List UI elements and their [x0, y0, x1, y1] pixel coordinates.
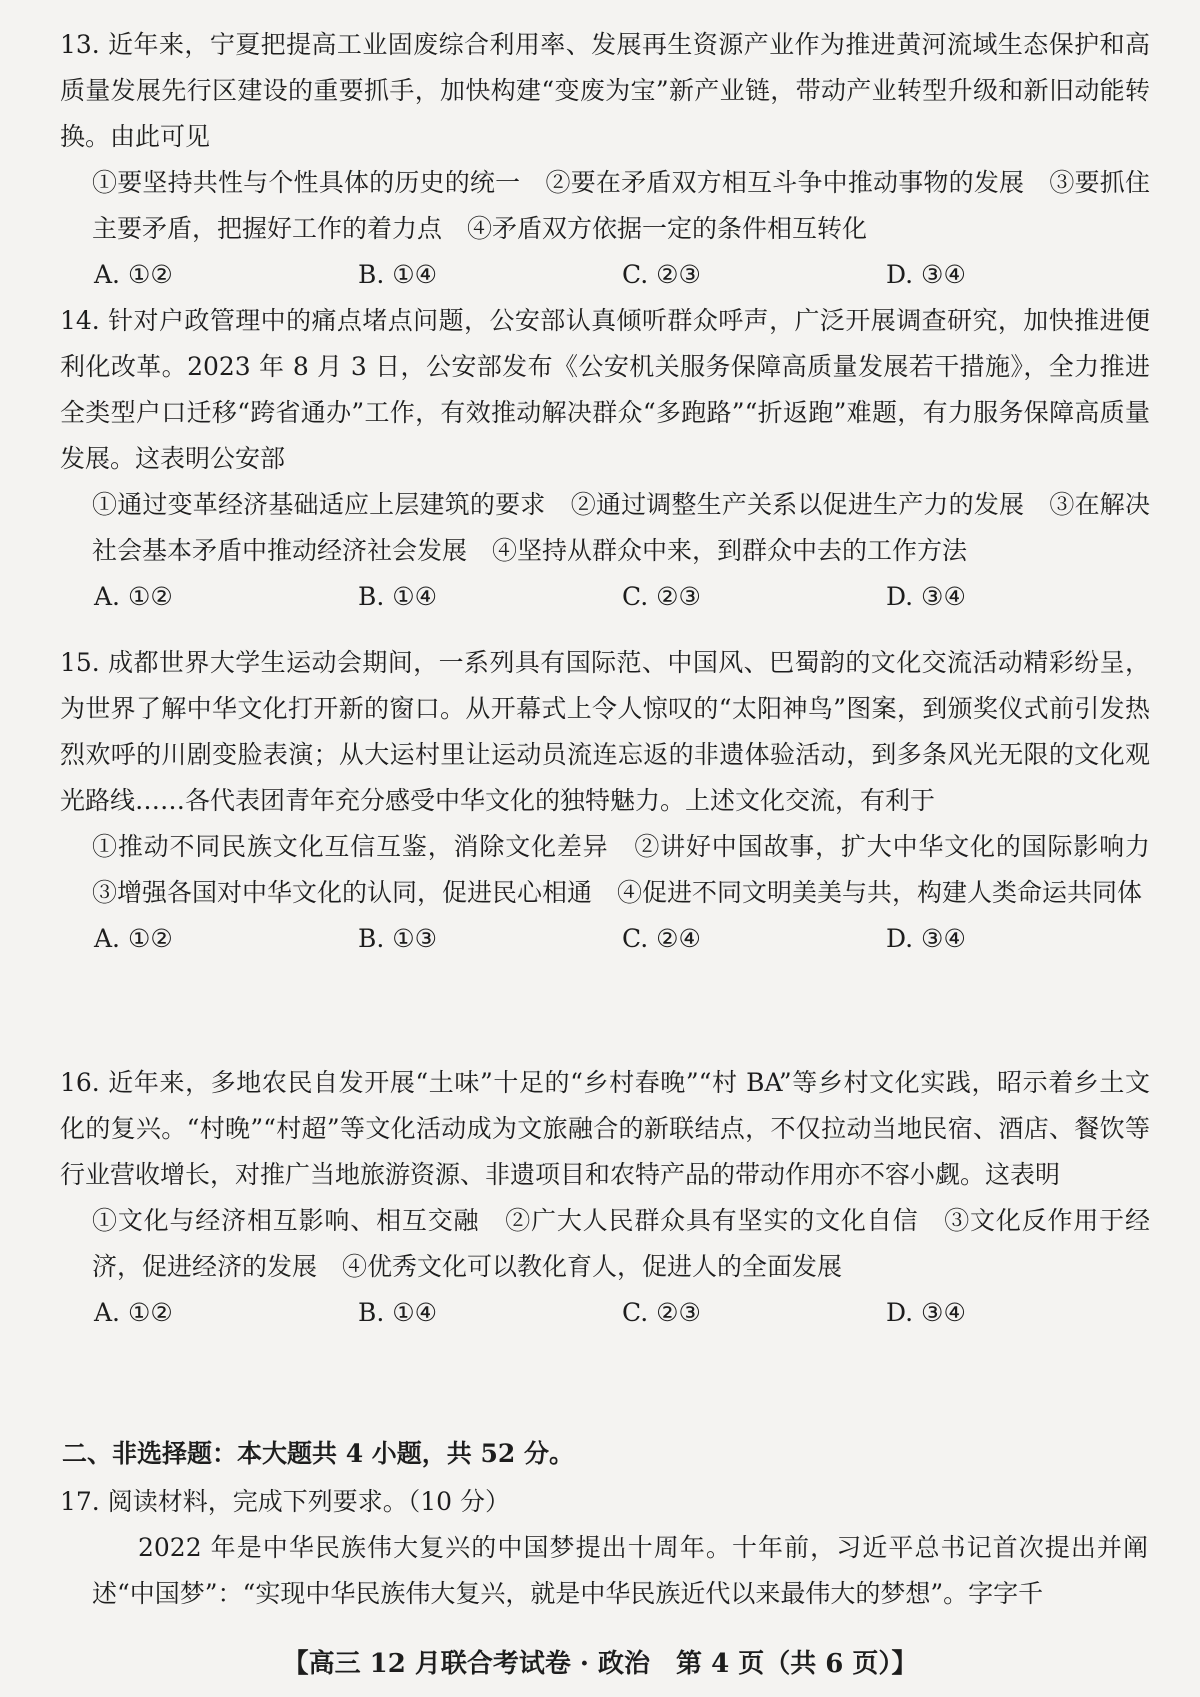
question-17-heading: 17. 阅读材料，完成下列要求。（10 分） — [60, 1487, 510, 1516]
question-statements: ①通过变革经济基础适应上层建筑的要求 ②通过调整生产关系以促进生产力的发展 ③在解决社会基本矛盾中推动经济社会发展 ④坚持从群众中来，到群众中去的工作方法 — [92, 490, 1150, 565]
option-c: C. ②③ — [622, 260, 701, 289]
option-b: B. ①④ — [358, 1298, 438, 1327]
option-a: A. ①② — [94, 1298, 173, 1327]
answer-options — [60, 252, 1150, 298]
option-a: A. ①② — [94, 924, 173, 953]
option-d: D. ③④ — [886, 260, 966, 289]
question-15 — [60, 640, 1176, 962]
option-d: D. ③④ — [886, 924, 966, 953]
answer-options — [60, 1290, 1150, 1336]
question-stem: 14. 针对户政管理中的痛点堵点问题，公安部认真倾听群众呼声，广泛开展调查研究，加快推进便利化改革。2023 年 8 月 3 日，公安部发布《公安机关服务保障高质量发展若干措施》，全力推进全类型户口迁移“跨省通办”工作，有效推动解决群众“多跑路”“折返跑”难题，有力服务保障高质量发展。这表明公安部 — [60, 306, 1150, 473]
option-b: B. ①④ — [358, 260, 438, 289]
option-d: D. ③④ — [886, 1298, 966, 1327]
question-14 — [60, 298, 1150, 620]
question-16 — [60, 1060, 1150, 1336]
option-c: C. ②③ — [622, 582, 701, 611]
option-b: B. ①④ — [358, 582, 438, 611]
option-d: D. ③④ — [886, 582, 966, 611]
answer-options — [60, 916, 1150, 962]
option-b: B. ①③ — [358, 924, 438, 953]
section-title: 二、非选择题：本大题共 4 小题，共 52 分。 — [62, 1439, 575, 1468]
option-a: A. ①② — [94, 260, 173, 289]
question-statements: ①文化与经济相互影响、相互交融 ②广大人民群众具有坚实的文化自信 ③文化反作用于经济，促进经济的发展 ④优秀文化可以教化育人，促进人的全面发展 — [92, 1206, 1150, 1281]
question-stem: 13. 近年来，宁夏把提高工业固废综合利用率、发展再生资源产业作为推进黄河流域生态保护和高质量发展先行区建设的重要抓手，加快构建“变废为宝”新产业链，带动产业转型升级和新旧动能转换。由此可见 — [60, 30, 1150, 151]
question-stem: 15. 成都世界大学生运动会期间，一系列具有国际范、中国风、巴蜀韵的文化交流活动精彩纷呈，为世界了解中华文化打开新的窗口。从开幕式上令人惊叹的“太阳神鸟”图案，到颁奖仪式前引发热烈欢呼的川剧变脸表演；从大运村里让运动员流连忘返的非遗体验活动，到多条风光无限的文化观光路线……各代表团青年充分感受中华文化的独特魅力。上述文化交流，有利于 — [60, 648, 1150, 815]
page-footer: 【高三 12 月联合考试卷 · 政治 第 4 页（共 6 页）】 — [282, 1649, 918, 1679]
option-a: A. ①② — [94, 582, 173, 611]
option-c: C. ②④ — [622, 924, 701, 953]
question-13 — [60, 22, 1150, 298]
question-statements: ①推动不同民族文化互信互鉴，消除文化差异 ②讲好中国故事，扩大中华文化的国际影响力 ③增强各国对中华文化的认同，促进民心相通 ④促进不同文明美美与共，构建人类命运共同体 — [92, 832, 1176, 907]
question-stem: 16. 近年来，多地农民自发开展“土味”十足的“乡村春晚”“村 BA”等乡村文化实践，昭示着乡土文化的复兴。“村晚”“村超”等文化活动成为文旅融合的新联结点，不仅拉动当地民宿、酒店、餐饮等行业营收增长，对推广当地旅游资源、非遗项目和农特产品的带动作用亦不容小觑。这表明 — [60, 1068, 1150, 1189]
answer-options — [60, 574, 1150, 620]
question-17-material: 2022 年是中华民族伟大复兴的中国梦提出十周年。十年前，习近平总书记首次提出并阐述“中国梦”：“实现中华民族伟大复兴，就是中华民族近代以来最伟大的梦想”。字字千 — [92, 1533, 1148, 1608]
option-c: C. ②③ — [622, 1298, 701, 1327]
question-statements: ①要坚持共性与个性具体的历史的统一 ②要在矛盾双方相互斗争中推动事物的发展 ③要抓住主要矛盾，把握好工作的着力点 ④矛盾双方依据一定的条件相互转化 — [92, 168, 1150, 243]
